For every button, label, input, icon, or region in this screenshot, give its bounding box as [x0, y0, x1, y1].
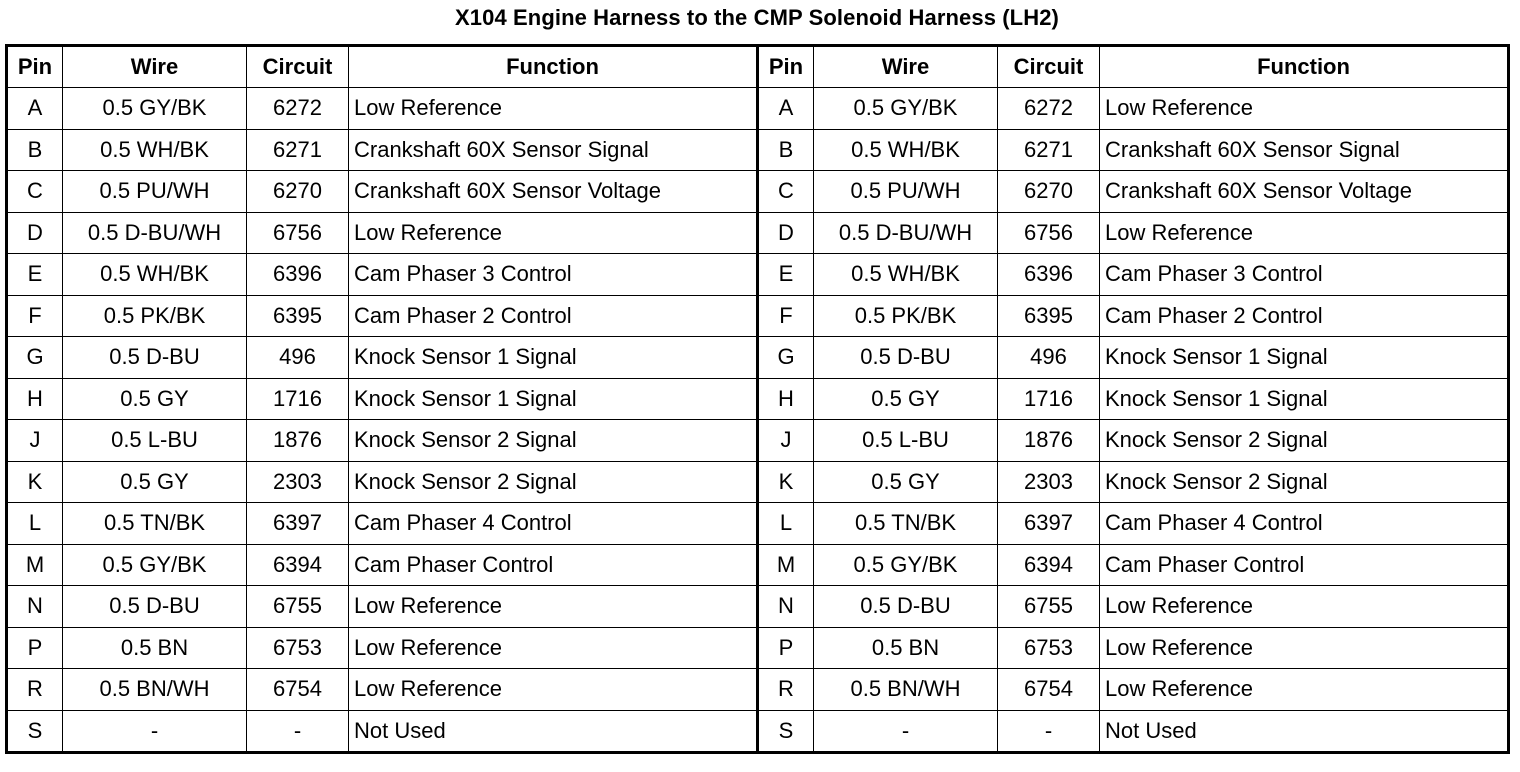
wire-cell: 0.5 BN	[63, 627, 247, 669]
wire-cell: 0.5 BN/WH	[814, 669, 998, 711]
pin-cell: D	[758, 212, 814, 254]
table-row	[7, 503, 1509, 545]
circuit-cell: 6756	[247, 212, 349, 254]
wire-cell: 0.5 WH/BK	[814, 254, 998, 296]
wire-cell: 0.5 GY	[63, 378, 247, 420]
wire-cell: 0.5 GY/BK	[63, 544, 247, 586]
circuit-cell: 6394	[247, 544, 349, 586]
circuit-cell: 2303	[247, 461, 349, 503]
function-cell: Cam Phaser 3 Control	[349, 254, 758, 296]
pin-cell: H	[7, 378, 63, 420]
header-row	[7, 46, 1509, 88]
wire-cell: -	[63, 710, 247, 753]
wire-cell: 0.5 L-BU	[63, 420, 247, 462]
circuit-cell: 6754	[998, 669, 1100, 711]
function-cell: Not Used	[1100, 710, 1509, 753]
pin-cell: M	[7, 544, 63, 586]
circuit-cell: 6270	[247, 171, 349, 213]
table-row	[7, 171, 1509, 213]
function-cell: Cam Phaser Control	[1100, 544, 1509, 586]
circuit-cell: 6755	[998, 586, 1100, 628]
circuit-cell: 6753	[247, 627, 349, 669]
function-cell: Knock Sensor 1 Signal	[1100, 337, 1509, 379]
pin-cell: S	[7, 710, 63, 753]
pin-cell: C	[758, 171, 814, 213]
table-row	[7, 295, 1509, 337]
pin-cell: C	[7, 171, 63, 213]
wire-cell: 0.5 GY	[63, 461, 247, 503]
pin-cell: E	[7, 254, 63, 296]
function-cell: Knock Sensor 2 Signal	[349, 420, 758, 462]
pin-cell: R	[758, 669, 814, 711]
wire-cell: 0.5 GY/BK	[814, 88, 998, 130]
circuit-cell: 1716	[998, 378, 1100, 420]
wire-cell: 0.5 GY	[814, 461, 998, 503]
function-cell: Low Reference	[1100, 88, 1509, 130]
table-row	[7, 88, 1509, 130]
table-row	[7, 710, 1509, 753]
header-wire: Wire	[63, 46, 247, 88]
pin-cell: S	[758, 710, 814, 753]
header-function: Function	[1100, 46, 1509, 88]
circuit-cell: 6396	[247, 254, 349, 296]
table-row	[7, 544, 1509, 586]
pin-cell: J	[758, 420, 814, 462]
function-cell: Low Reference	[349, 88, 758, 130]
pin-cell: A	[758, 88, 814, 130]
function-cell: Cam Phaser 4 Control	[1100, 503, 1509, 545]
function-cell: Cam Phaser Control	[349, 544, 758, 586]
wire-cell: 0.5 PU/WH	[63, 171, 247, 213]
function-cell: Crankshaft 60X Sensor Signal	[1100, 129, 1509, 171]
circuit-cell: 6270	[998, 171, 1100, 213]
table-row	[7, 129, 1509, 171]
header-pin: Pin	[7, 46, 63, 88]
function-cell: Knock Sensor 1 Signal	[349, 378, 758, 420]
wire-cell: 0.5 PK/BK	[63, 295, 247, 337]
function-cell: Low Reference	[349, 669, 758, 711]
wire-cell: 0.5 PK/BK	[814, 295, 998, 337]
pin-cell: R	[7, 669, 63, 711]
circuit-cell: 496	[998, 337, 1100, 379]
circuit-cell: 2303	[998, 461, 1100, 503]
wire-cell: 0.5 PU/WH	[814, 171, 998, 213]
pin-cell: J	[7, 420, 63, 462]
connector-pinout-table	[5, 44, 1510, 754]
function-cell: Cam Phaser 4 Control	[349, 503, 758, 545]
pin-cell: A	[7, 88, 63, 130]
circuit-cell: 6755	[247, 586, 349, 628]
table-row	[7, 337, 1509, 379]
wire-cell: -	[814, 710, 998, 753]
pin-cell: M	[758, 544, 814, 586]
table-row	[7, 461, 1509, 503]
pin-cell: P	[758, 627, 814, 669]
wire-cell: 0.5 BN	[814, 627, 998, 669]
pin-cell: F	[7, 295, 63, 337]
function-cell: Low Reference	[349, 627, 758, 669]
function-cell: Low Reference	[1100, 669, 1509, 711]
function-cell: Crankshaft 60X Sensor Voltage	[349, 171, 758, 213]
header-circuit: Circuit	[998, 46, 1100, 88]
function-cell: Low Reference	[349, 212, 758, 254]
pin-cell: L	[758, 503, 814, 545]
pin-cell: K	[7, 461, 63, 503]
pin-cell: P	[7, 627, 63, 669]
circuit-cell: -	[998, 710, 1100, 753]
pin-cell: D	[7, 212, 63, 254]
wire-cell: 0.5 D-BU/WH	[814, 212, 998, 254]
pinout-body	[7, 88, 1509, 753]
circuit-cell: 6271	[247, 129, 349, 171]
function-cell: Knock Sensor 2 Signal	[349, 461, 758, 503]
pin-cell: L	[7, 503, 63, 545]
circuit-cell: 6753	[998, 627, 1100, 669]
wire-cell: 0.5 L-BU	[814, 420, 998, 462]
table-row	[7, 212, 1509, 254]
circuit-cell: -	[247, 710, 349, 753]
circuit-cell: 6272	[998, 88, 1100, 130]
function-cell: Crankshaft 60X Sensor Signal	[349, 129, 758, 171]
table-row	[7, 378, 1509, 420]
function-cell: Low Reference	[1100, 212, 1509, 254]
circuit-cell: 1876	[998, 420, 1100, 462]
circuit-cell: 6271	[998, 129, 1100, 171]
header-function: Function	[349, 46, 758, 88]
wire-cell: 0.5 GY	[814, 378, 998, 420]
wire-cell: 0.5 D-BU	[63, 586, 247, 628]
circuit-cell: 6272	[247, 88, 349, 130]
wire-cell: 0.5 WH/BK	[814, 129, 998, 171]
pin-cell: N	[758, 586, 814, 628]
wire-cell: 0.5 D-BU/WH	[63, 212, 247, 254]
wire-cell: 0.5 TN/BK	[63, 503, 247, 545]
pin-cell: B	[758, 129, 814, 171]
circuit-cell: 6756	[998, 212, 1100, 254]
function-cell: Cam Phaser 2 Control	[349, 295, 758, 337]
table-row	[7, 627, 1509, 669]
circuit-cell: 6396	[998, 254, 1100, 296]
header-pin: Pin	[758, 46, 814, 88]
wire-cell: 0.5 BN/WH	[63, 669, 247, 711]
wire-cell: 0.5 D-BU	[814, 337, 998, 379]
pin-cell: F	[758, 295, 814, 337]
circuit-cell: 1716	[247, 378, 349, 420]
circuit-cell: 6397	[247, 503, 349, 545]
function-cell: Knock Sensor 1 Signal	[1100, 378, 1509, 420]
wire-cell: 0.5 D-BU	[814, 586, 998, 628]
function-cell: Not Used	[349, 710, 758, 753]
circuit-cell: 6394	[998, 544, 1100, 586]
page-title: X104 Engine Harness to the CMP Solenoid Harness (LH2)	[455, 5, 1059, 30]
wire-cell: 0.5 GY/BK	[814, 544, 998, 586]
function-cell: Cam Phaser 3 Control	[1100, 254, 1509, 296]
function-cell: Low Reference	[1100, 586, 1509, 628]
function-cell: Cam Phaser 2 Control	[1100, 295, 1509, 337]
circuit-cell: 6395	[247, 295, 349, 337]
wire-cell: 0.5 D-BU	[63, 337, 247, 379]
pin-cell: H	[758, 378, 814, 420]
pin-cell: N	[7, 586, 63, 628]
pin-cell: E	[758, 254, 814, 296]
function-cell: Crankshaft 60X Sensor Voltage	[1100, 171, 1509, 213]
wire-cell: 0.5 WH/BK	[63, 129, 247, 171]
pin-cell: G	[758, 337, 814, 379]
pin-cell: B	[7, 129, 63, 171]
function-cell: Low Reference	[349, 586, 758, 628]
function-cell: Knock Sensor 2 Signal	[1100, 420, 1509, 462]
circuit-cell: 1876	[247, 420, 349, 462]
circuit-cell: 6395	[998, 295, 1100, 337]
function-cell: Low Reference	[1100, 627, 1509, 669]
function-cell: Knock Sensor 2 Signal	[1100, 461, 1509, 503]
wire-cell: 0.5 GY/BK	[63, 88, 247, 130]
table-row	[7, 420, 1509, 462]
circuit-cell: 6397	[998, 503, 1100, 545]
table-row	[7, 254, 1509, 296]
wire-cell: 0.5 WH/BK	[63, 254, 247, 296]
pin-cell: G	[7, 337, 63, 379]
table-row	[7, 586, 1509, 628]
wire-cell: 0.5 TN/BK	[814, 503, 998, 545]
table-row	[7, 669, 1509, 711]
header-circuit: Circuit	[247, 46, 349, 88]
circuit-cell: 496	[247, 337, 349, 379]
header-wire: Wire	[814, 46, 998, 88]
circuit-cell: 6754	[247, 669, 349, 711]
function-cell: Knock Sensor 1 Signal	[349, 337, 758, 379]
pin-cell: K	[758, 461, 814, 503]
